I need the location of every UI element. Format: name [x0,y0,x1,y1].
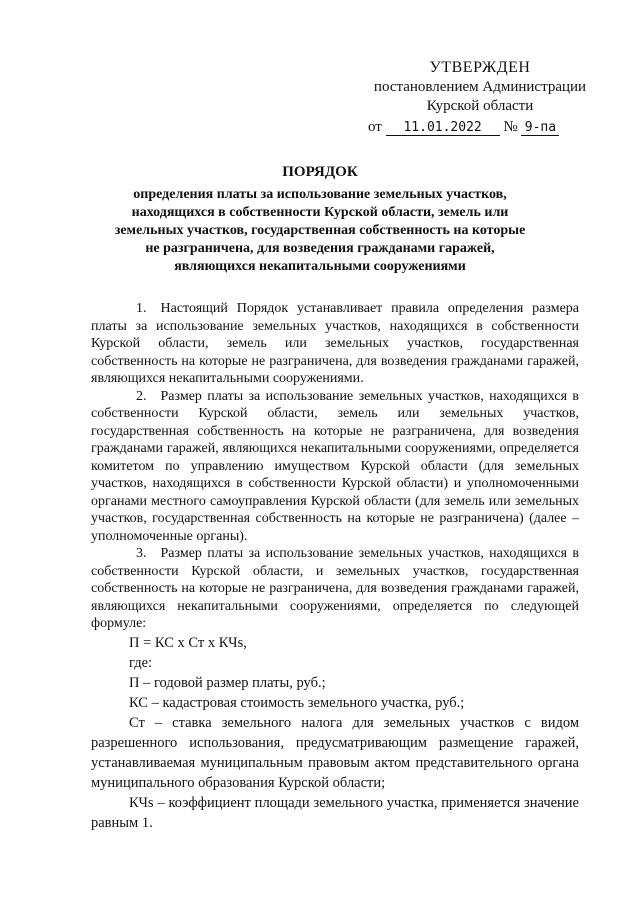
number-prefix: № [503,119,518,135]
date-prefix: от [368,119,382,135]
formula-expression: П = КС х Ст х КЧs, [129,634,247,651]
approval-stamp [360,58,600,137]
title-main: ПОРЯДОК [282,164,358,180]
formula-ks-definition: КС – кадастровая стоимость земельного участка, руб.; [129,694,465,711]
document-title [60,162,580,276]
approval-line-2: Курской области [426,98,534,114]
title-subtitle [60,186,580,276]
formula-st-definition [91,713,579,793]
formula-where: где: [129,654,153,671]
subtitle-line: определения платы за использование земельных участков, [133,187,507,202]
kch-definition-text: КЧs – коэффициент площади земельного участка, применяется значение равным 1. [91,794,579,831]
paragraph-3: 3. Размер платы за использование земельных участков, находящихся в собственности Курской области, и земельных участков, государственная собственность на которые не разграничена, для возведения гражданами гаражей, являющихся некапитальными сооружениями, определяется по следующей формуле: [91,546,579,631]
subtitle-line: не разграничена, для возведения гражданами гаражей, [145,241,495,256]
approval-number: 9-па [521,120,559,136]
paragraph-1: 1. Настоящий Порядок устанавливает правила определения размера платы за использование земельных участков, находящихся в собственности Курской области, земель или земельных участков, государственная собственность на которые не разграничена, для возведения гражданами гаражей, являющихся некапитальными сооружениями. [91,301,579,386]
approval-heading: УТВЕРЖДЕН [429,59,531,76]
document-body [91,300,579,833]
formula-p-definition: П – годовой размер платы, руб.; [129,674,326,691]
approval-line-1: постановлением Администрации [373,79,587,95]
approval-date: 11.01.2022 [386,120,500,136]
subtitle-line: находящихся в собственности Курской области, земель или [131,205,509,220]
paragraph-2: 2. Размер платы за использование земельных участков, находящихся в собственности Курской области, земель или земельных участков, государственная собственность на которые не разграничена, для возведения гражданами гаражей, являющихся некапитальными сооружениями, определяется комитетом по управлению имуществом Курской области (для земельных участков, находящихся в собственности Курской области) и уполномоченными органами местного самоуправления Курской области (для земель или земельных участков, государственная собственность на которые не разграничена) (далее – уполномоченные органы). [91,388,579,544]
subtitle-line: земельных участков, государственная собственность на которые [114,223,526,238]
subtitle-line: являющихся некапитальными сооружениями [174,259,466,274]
approval-date-line [360,118,600,137]
formula-kch-definition [91,793,579,833]
st-definition-text: Ст – ставка земельного налога для земельных участков с видом разрешенного использования, предусматривающим размещение гаражей, устанавливаемая муниципальным правовым актом представительного органа муниципального образования Курской области; [91,714,579,791]
